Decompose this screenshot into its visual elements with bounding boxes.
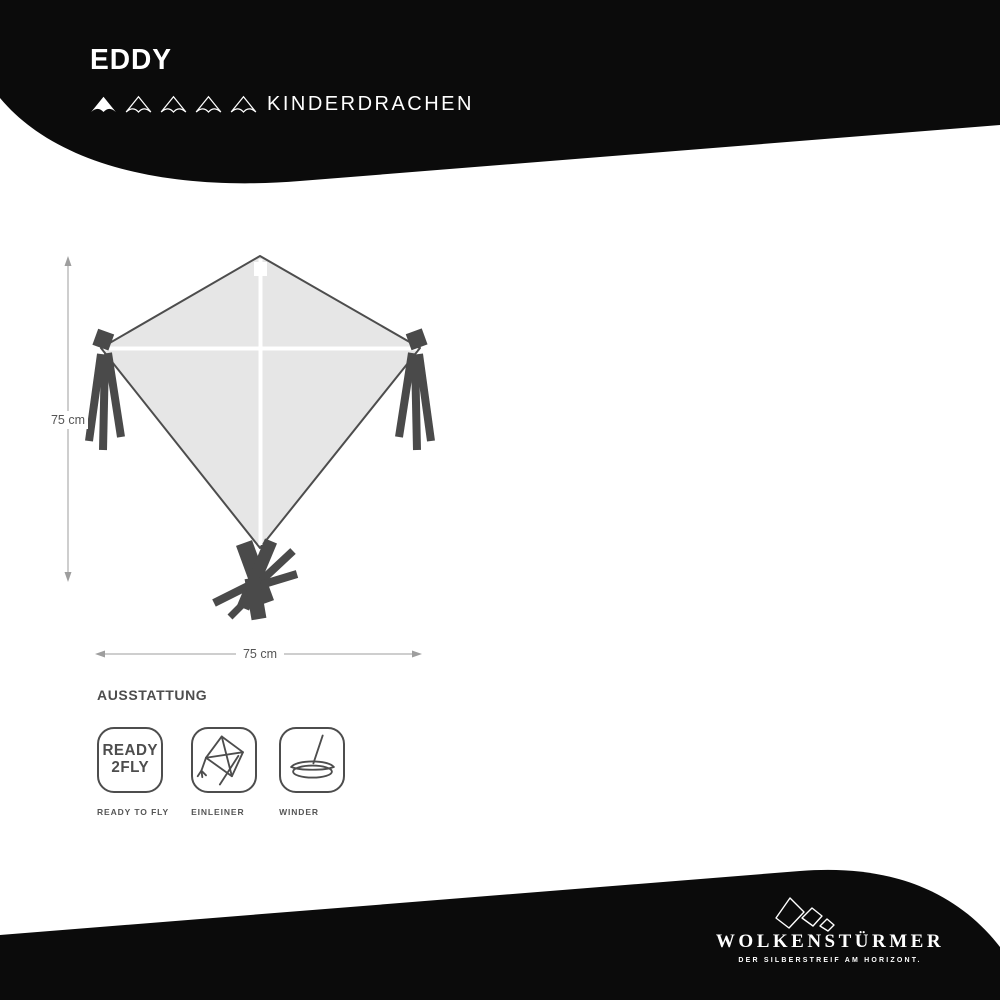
feature-label: EINLEINER [191,807,245,817]
kite-level-icon-outline [230,95,257,114]
kite-level-icon-outline [125,95,152,114]
kite-level-icons [90,95,257,114]
width-dimension [95,644,422,662]
badge-line1: READY [102,742,158,760]
kite-tail-bow [214,541,297,619]
kite-level-icon-outline [195,95,222,114]
feature-winder [279,727,345,817]
category-label: KINDERDRACHEN [267,93,474,115]
header [90,44,474,116]
kite-top-pocket [254,262,267,276]
kite-level-icon-outline [160,95,187,114]
winder-icon [279,727,345,793]
features-row [97,727,345,817]
feature-label: READY TO FLY [97,807,170,817]
feature-einleiner [191,727,257,817]
height-dimension [48,256,88,582]
height-dimension-label: 75 cm [50,413,86,427]
kite-level-icon-filled [90,95,117,114]
single-line-kite-glyph [194,730,255,791]
page-title: EDDY [90,44,173,76]
width-dimension-label: 75 cm [242,647,278,661]
footer-brand-block [695,931,965,964]
brand-name: WOLKENSTÜRMER [715,931,945,952]
brand-tagline: DER SILBERSTREIF AM HORIZONT. [738,957,922,964]
winder-glyph [282,730,343,791]
header-subrow [90,93,474,116]
feature-ready-to-fly [97,727,169,817]
single-line-kite-icon [191,727,257,793]
features-heading: AUSSTATTUNG [97,687,208,703]
feature-label: WINDER [279,807,319,817]
ready2fly-badge-icon [97,727,163,793]
badge-line2: 2FLY [111,759,149,776]
